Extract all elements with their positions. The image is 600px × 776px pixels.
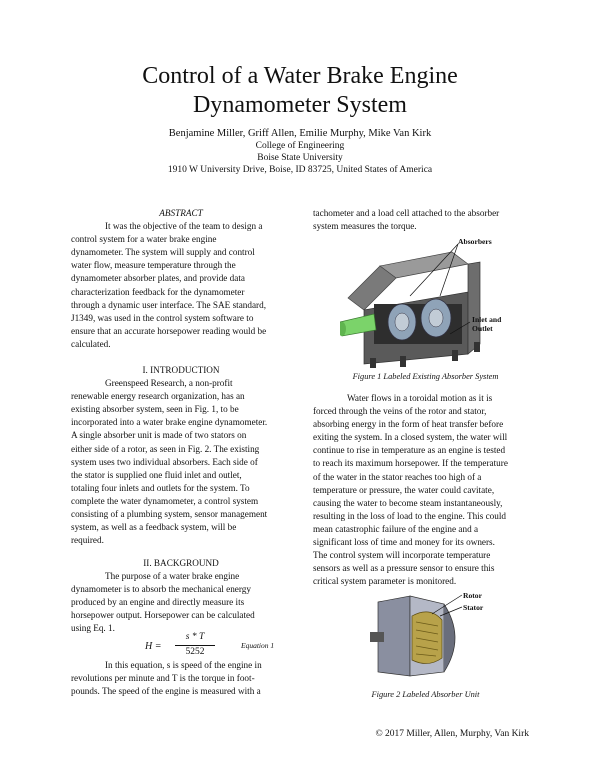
background-line: using Eq. 1. (71, 623, 115, 634)
stator-right (444, 604, 455, 672)
abstract-line: J1349, was used in the control system software to (71, 312, 254, 323)
shaft-stub (370, 632, 384, 642)
abstract-line: control system for a water brake engine (71, 234, 217, 245)
background-section (71, 557, 291, 636)
abstract-line: dynamometer absorber plates, and provide data (71, 273, 245, 284)
intro-line: system, as well as a feedback system, will be (71, 522, 237, 533)
label-rotor: Rotor (463, 592, 482, 600)
body-line: Water flows in a toroidal motion as it is (347, 393, 493, 403)
leader-absorber (440, 244, 458, 296)
introduction-heading: I. INTRODUCTION (142, 365, 220, 375)
body-line: absorbing energy in the form of heat transfer before (313, 419, 504, 430)
background-heading: II. BACKGROUND (143, 558, 219, 568)
foot (474, 342, 480, 352)
frame-side (348, 266, 396, 310)
label-outlet: Outlet (472, 324, 493, 333)
body-line: critical system parameter is monitored. (313, 576, 457, 587)
intro-line: existing absorber system, seen in Fig. 1, to be (71, 404, 239, 415)
foot (370, 358, 376, 368)
intro-line: incorporated into a water brake engine dynamometer. (71, 417, 268, 428)
intro-line: A single absorber unit is made of two stators on (71, 430, 247, 441)
abstract-line: ensure that an accurate horsepower reading would be (71, 325, 267, 336)
background-continued (71, 659, 291, 698)
background-line: dynamometer is to absorb the mechanical energy (71, 584, 251, 595)
background-line: produced by an engine and directly measure its (71, 597, 245, 608)
body-line: mean catastrophic failure of the engine and a (313, 523, 479, 534)
figure-1-absorber-system (340, 234, 515, 372)
intro-line: Greenspeed Research, a non-profit (105, 378, 233, 389)
abstract-line: characterization feedback for the dynamometer (71, 286, 245, 297)
abstract-heading: ABSTRACT (159, 208, 203, 218)
intro-line: consisting of a plumbing system, sensor management (71, 509, 268, 520)
body-line: tachometer and a load cell attached to the absorber (313, 208, 500, 218)
equation-numerator: s * T (185, 632, 205, 642)
body-line: system measures the torque. (313, 221, 417, 232)
background-line: horsepower output. Horsepower can be calculated (71, 610, 255, 621)
abstract-line: It was the objective of the team to design a (105, 221, 263, 232)
intro-line: renewable energy research organization, has an (71, 391, 245, 402)
figure-2-absorber-unit (370, 592, 485, 684)
intro-line: either side of a rotor, as seen in Fig. 2. The existing (71, 443, 260, 454)
intro-line: totaling four inlets and outlets for the system. To (71, 482, 250, 493)
title-line-1: Control of a Water Brake Engine (142, 63, 458, 89)
frame-end (468, 262, 480, 354)
equation-lhs: H = (145, 641, 162, 652)
body-line: exiting the system. In a closed system, the water will (313, 432, 508, 443)
body-line: significant loss of time and money for its owners. (313, 537, 495, 548)
label-inlet: Inlet and (472, 315, 502, 324)
intro-line: complete the water dynamometer, a control system (71, 495, 259, 506)
fraction-bar (175, 645, 215, 646)
label-absorbers: Absorbers (458, 237, 492, 246)
affiliation-university: Boise State University (257, 153, 343, 163)
right-column-body (313, 392, 538, 588)
copyright-footer: © 2017 Miller, Allen, Murphy, Van Kirk (375, 729, 529, 739)
right-column-top (313, 207, 538, 233)
abstract-section (71, 207, 291, 351)
equation-1 (145, 632, 285, 662)
foot (400, 356, 406, 367)
body-line: sensors as well as a pressure sensor to ensure this (313, 563, 495, 574)
equation-denominator: 5252 (185, 647, 205, 657)
body-line: The control system will incorporate temperature (313, 550, 491, 561)
abstract-line: dynamometer. The system will supply and control (71, 247, 255, 258)
absorber-left-hub (395, 313, 409, 331)
abstract-line: through a dynamic user interface. The SAE standard, (71, 299, 267, 310)
background-line: pounds. The speed of the engine is measured with a (71, 686, 261, 697)
author-list: Benjamine Miller, Griff Allen, Emilie Murphy, Mike Van Kirk (168, 128, 432, 139)
body-line: to reach its maximum horsepower. If the temperature (313, 458, 508, 469)
absorber-right-hub (429, 309, 443, 327)
figure-1-caption: Figure 1 Labeled Existing Absorber System (352, 372, 499, 381)
label-stator: Stator (463, 603, 484, 612)
affiliation-address: 1910 W University Drive, Boise, ID 83725, United States of America (167, 165, 433, 175)
abstract-line: calculated. (71, 338, 111, 349)
introduction-section (71, 364, 291, 547)
figure-2-caption: Figure 2 Labeled Absorber Unit (371, 690, 480, 699)
body-line: resulting in the loss of load to the engine. This could (313, 510, 506, 521)
frame-top (380, 252, 468, 278)
background-line: In this equation, s is speed of the engine in (105, 660, 262, 670)
body-line: of the water in the stator reaches too high of a (313, 471, 482, 482)
intro-line: required. (71, 535, 104, 546)
body-line: continue to rise in temperature as an engine is tested (313, 445, 506, 456)
background-line: revolutions per minute and T is the torque in foot- (71, 673, 255, 684)
body-line: temperature or pressure, the water could cavitate, (313, 484, 495, 495)
background-line: The purpose of a water brake engine (105, 571, 240, 582)
body-line: causing the water to become steam instantaneously, (313, 497, 503, 508)
foot (452, 350, 458, 361)
paper-title (0, 62, 600, 120)
intro-line: the stator is supplied one fluid inlet and outlet, (71, 469, 242, 480)
intro-line: system uses two individual absorbers. Each side of (71, 456, 258, 467)
affiliation-college: College of Engineering (255, 141, 345, 151)
title-line-2: Dynamometer System (193, 92, 407, 118)
abstract-line: water flow, measure temperature through the (71, 260, 236, 271)
equation-tag: Equation 1 (241, 641, 275, 650)
body-line: forced through the veins of the rotor and stator, (313, 406, 487, 417)
